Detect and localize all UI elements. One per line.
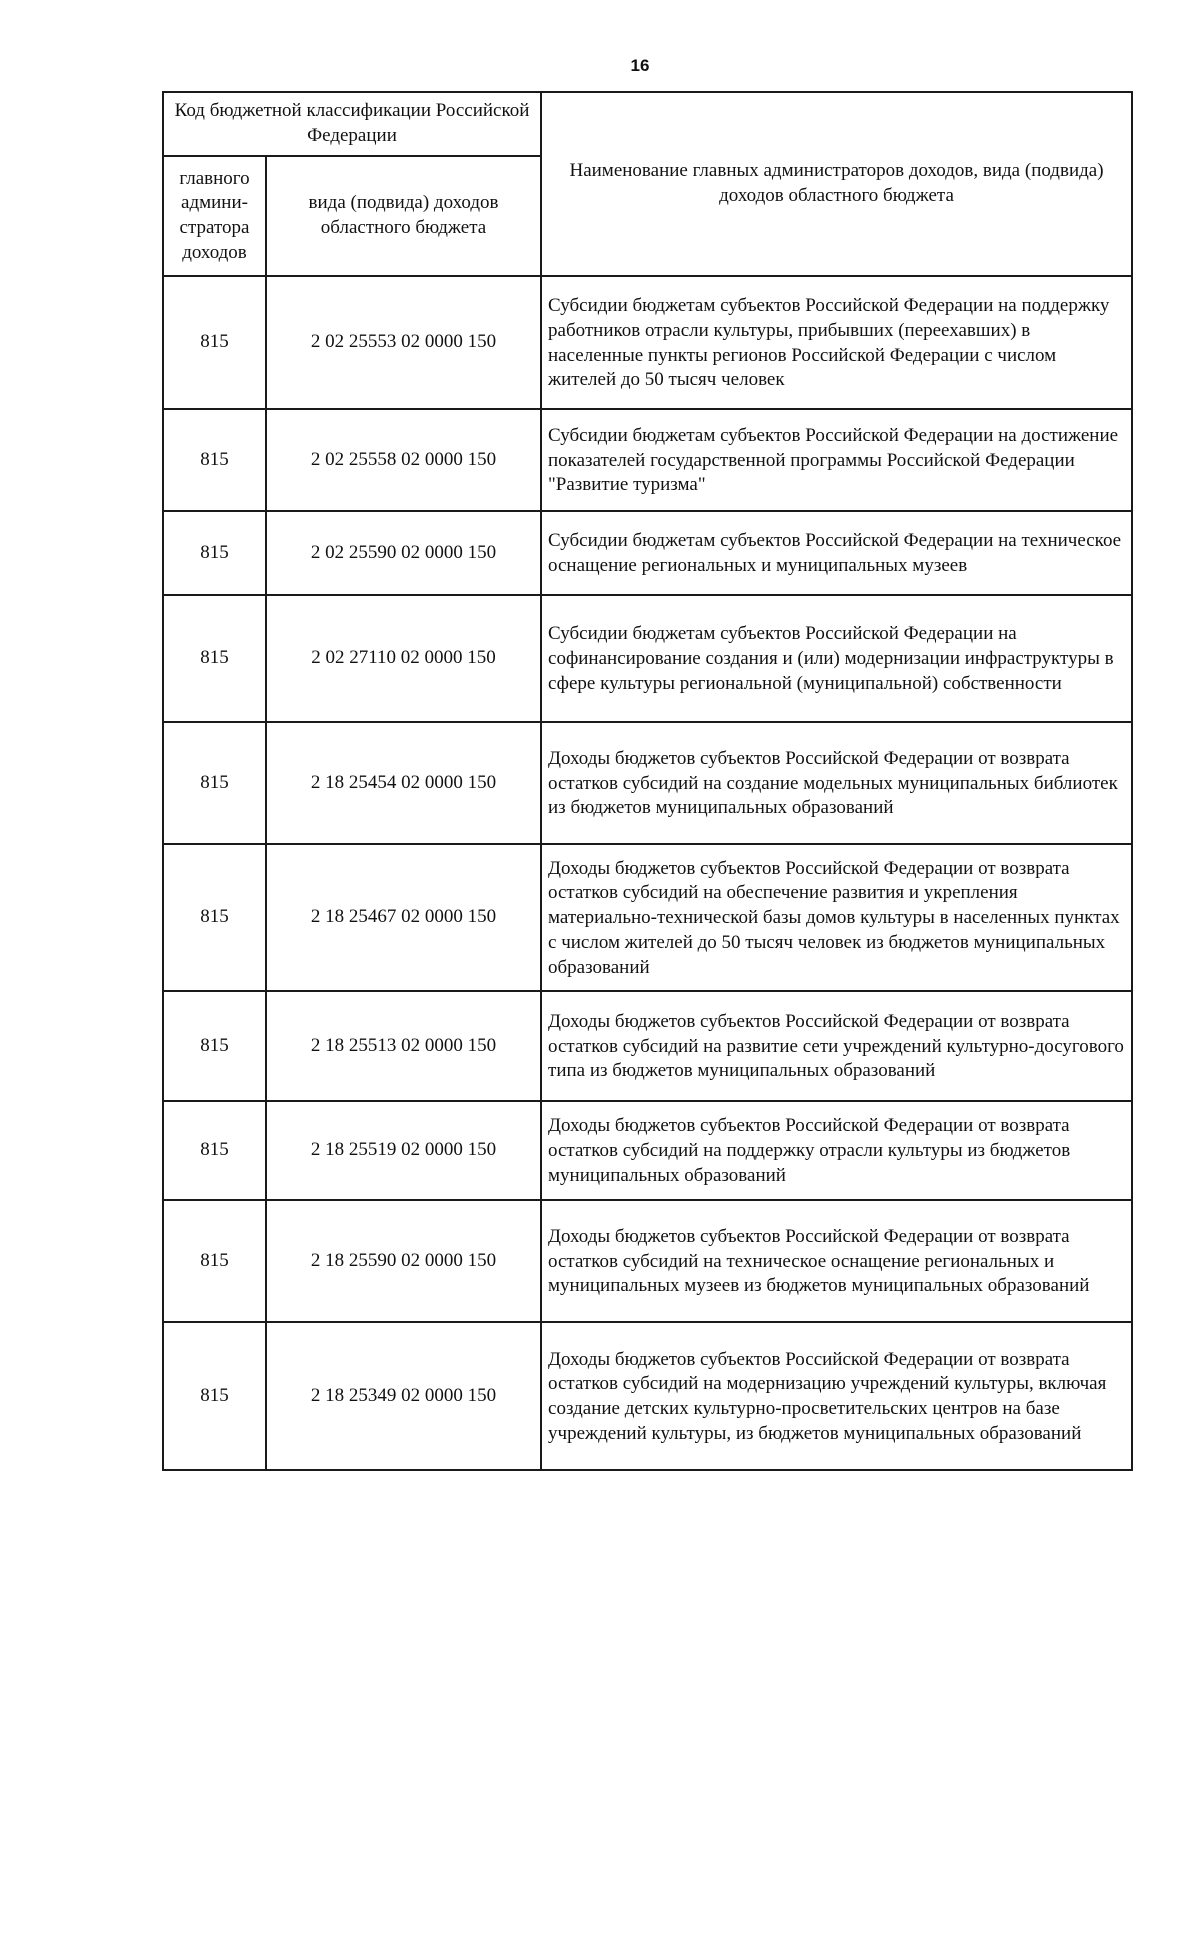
income-description-cell: Субсидии бюджетам субъектов Российской Федерации на достижение показателей государственной программы Российской Федерации "Развитие туризма" — [541, 409, 1132, 511]
admin-code-cell: 815 — [163, 409, 266, 511]
table-row — [163, 991, 1132, 1101]
table-row — [163, 595, 1132, 722]
header-classification-code: Код бюджетной классификации Российской Федерации — [163, 92, 541, 156]
page-number: 16 — [630, 56, 650, 75]
income-code-cell: 2 18 25513 02 0000 150 — [266, 991, 541, 1101]
admin-code-cell: 815 — [163, 511, 266, 595]
table-row — [163, 1322, 1132, 1470]
income-code-cell: 2 02 25590 02 0000 150 — [266, 511, 541, 595]
admin-code-cell: 815 — [163, 1101, 266, 1200]
income-description-cell: Субсидии бюджетам субъектов Российской Федерации на поддержку работников отрасли культуры, прибывших (переехавших) в населенные пункты регионов Российской Федерации с числом жителей до 50 тысяч человек — [541, 276, 1132, 409]
header-main-administrator: главного админи-стратора доходов — [163, 156, 266, 276]
income-code-cell: 2 18 25590 02 0000 150 — [266, 1200, 541, 1322]
admin-code-cell: 815 — [163, 1322, 266, 1470]
admin-code-cell: 815 — [163, 991, 266, 1101]
admin-code-cell: 815 — [163, 844, 266, 991]
income-description-cell: Доходы бюджетов субъектов Российской Федерации от возврата остатков субсидий на создание модельных муниципальных библиотек из бюджетов муниципальных образований — [541, 722, 1132, 844]
income-description-cell: Доходы бюджетов субъектов Российской Федерации от возврата остатков субсидий на модернизацию учреждений культуры, включая создание детских культурно-просветительских центров на базе учреждений культуры, из бюджетов муниципальных образований — [541, 1322, 1132, 1470]
income-description-cell: Доходы бюджетов субъектов Российской Федерации от возврата остатков субсидий на обеспечение развития и укрепления материально-технической базы домов культуры в населенных пунктах с числом жителей до 50 тысяч человек из бюджетов муниципальных образований — [541, 844, 1132, 991]
table-row — [163, 511, 1132, 595]
table-row — [163, 722, 1132, 844]
income-description-cell: Субсидии бюджетам субъектов Российской Федерации на техническое оснащение региональных и муниципальных музеев — [541, 511, 1132, 595]
table-row — [163, 1200, 1132, 1322]
income-description-cell: Субсидии бюджетам субъектов Российской Федерации на софинансирование создания и (или) модернизации инфраструктуры в сфере культуры региональной (муниципальной) собственности — [541, 595, 1132, 722]
income-code-cell: 2 18 25519 02 0000 150 — [266, 1101, 541, 1200]
budget-classification-table — [162, 91, 1133, 1471]
income-description-cell: Доходы бюджетов субъектов Российской Федерации от возврата остатков субсидий на техническое оснащение региональных и муниципальных музеев из бюджетов муниципальных образований — [541, 1200, 1132, 1322]
income-code-cell: 2 18 25349 02 0000 150 — [266, 1322, 541, 1470]
income-description-cell: Доходы бюджетов субъектов Российской Федерации от возврата остатков субсидий на развитие сети учреждений культурно-досугового типа из бюджетов муниципальных образований — [541, 991, 1132, 1101]
table-row — [163, 1101, 1132, 1200]
admin-code-cell: 815 — [163, 595, 266, 722]
income-description-cell: Доходы бюджетов субъектов Российской Федерации от возврата остатков субсидий на поддержку отрасли культуры из бюджетов муниципальных образований — [541, 1101, 1132, 1200]
admin-code-cell: 815 — [163, 276, 266, 409]
income-code-cell: 2 18 25454 02 0000 150 — [266, 722, 541, 844]
header-income-type: вида (подвида) доходов областного бюджета — [266, 156, 541, 276]
table-row — [163, 844, 1132, 991]
income-code-cell: 2 02 25558 02 0000 150 — [266, 409, 541, 511]
table-row — [163, 409, 1132, 511]
table-row — [163, 276, 1132, 409]
income-code-cell: 2 18 25467 02 0000 150 — [266, 844, 541, 991]
admin-code-cell: 815 — [163, 722, 266, 844]
header-administrator-name: Наименование главных администраторов доходов, вида (подвида) доходов областного бюджета — [541, 92, 1132, 276]
admin-code-cell: 815 — [163, 1200, 266, 1322]
income-code-cell: 2 02 27110 02 0000 150 — [266, 595, 541, 722]
header-row-top — [163, 92, 1132, 156]
income-code-cell: 2 02 25553 02 0000 150 — [266, 276, 541, 409]
